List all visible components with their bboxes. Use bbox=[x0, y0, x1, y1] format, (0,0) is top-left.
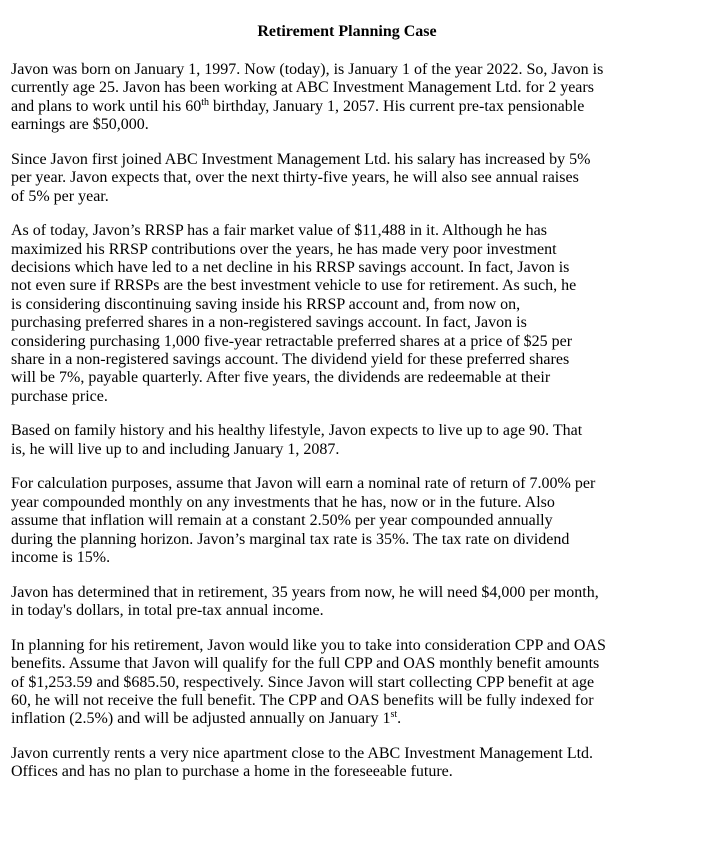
paragraph-line bbox=[11, 745, 683, 763]
line-text: and plans to work until his 60 bbox=[11, 97, 202, 115]
paragraph-line bbox=[11, 333, 683, 351]
line-text: share in a non-registered savings account. The dividend yield for these preferred shares bbox=[11, 351, 570, 369]
paragraph-line bbox=[11, 98, 683, 116]
line-text: birthday, January 1, 2057. His current pre-tax pensionable bbox=[209, 97, 585, 115]
paragraph-7 bbox=[11, 637, 683, 729]
paragraph-line bbox=[11, 422, 683, 440]
line-text: Javon currently rents a very nice apartment close to the ABC Investment Management Ltd. bbox=[11, 744, 594, 762]
paragraph-line bbox=[11, 710, 683, 728]
line-text: of 5% per year. bbox=[11, 187, 109, 205]
paragraph-line bbox=[11, 259, 683, 277]
line-text: Since Javon first joined ABC Investment Management Ltd. his salary has increased by 5% bbox=[11, 150, 591, 168]
paragraph-line bbox=[11, 512, 683, 530]
paragraph-1 bbox=[11, 61, 683, 135]
paragraph-line bbox=[11, 549, 683, 567]
paragraph-line bbox=[11, 602, 683, 620]
paragraph-line bbox=[11, 655, 683, 673]
paragraph-line bbox=[11, 79, 683, 97]
paragraph-line bbox=[11, 169, 683, 187]
paragraph-line bbox=[11, 296, 683, 314]
line-text: purchasing preferred shares in a non-registered savings account. In fact, Javon is bbox=[11, 314, 527, 332]
paragraph-4 bbox=[11, 422, 683, 459]
line-text: currently age 25. Javon has been working at ABC Investment Management Ltd. for 2 years bbox=[11, 79, 594, 97]
paragraph-line bbox=[11, 188, 683, 206]
paragraph-line bbox=[11, 441, 683, 459]
line-text: per year. Javon expects that, over the next thirty-five years, he will also see annual raises bbox=[11, 169, 579, 187]
paragraph-line bbox=[11, 674, 683, 692]
paragraph-line bbox=[11, 277, 683, 295]
paragraph-line bbox=[11, 222, 683, 240]
line-text: Offices and has no plan to purchase a home in the foreseeable future. bbox=[11, 763, 453, 781]
paragraph-line bbox=[11, 116, 683, 134]
line-text: is considering discontinuing saving inside his RRSP account and, from now on, bbox=[11, 295, 521, 313]
line-text: earnings are $50,000. bbox=[11, 116, 149, 134]
paragraph-line bbox=[11, 637, 683, 655]
superscript-text: th bbox=[201, 96, 209, 108]
line-text: maximized his RRSP contributions over the years, he has made very poor investment bbox=[11, 240, 557, 258]
line-text: As of today, Javon’s RRSP has a fair market value of $11,488 in it. Although he has bbox=[11, 222, 547, 240]
line-text: assume that inflation will remain at a constant 2.50% per year compounded annually bbox=[11, 512, 553, 530]
line-text: will be 7%, payable quarterly. After five years, the dividends are redeemable at their bbox=[11, 369, 551, 387]
line-text: decisions which have led to a net decline in his RRSP savings account. In fact, Javon is bbox=[11, 259, 570, 277]
line-text: during the planning horizon. Javon’s marginal tax rate is 35%. The tax rate on dividend bbox=[11, 530, 570, 548]
paragraph-line bbox=[11, 584, 683, 602]
paragraph-5 bbox=[11, 475, 683, 567]
paragraph-line bbox=[11, 388, 683, 406]
paragraph-line bbox=[11, 351, 683, 369]
line-text: is, he will live up to and including January 1, 2087. bbox=[11, 440, 340, 458]
paragraph-8 bbox=[11, 745, 683, 782]
paragraph-line bbox=[11, 61, 683, 79]
line-text: Based on family history and his healthy lifestyle, Javon expects to live up to age 90. That bbox=[11, 422, 583, 440]
line-text: 60, he will not receive the full benefit. The CPP and OAS benefits will be fully indexed for bbox=[11, 691, 594, 709]
line-text: purchase price. bbox=[11, 387, 108, 405]
paragraph-2 bbox=[11, 151, 683, 206]
line-text: benefits. Assume that Javon will qualify for the full CPP and OAS monthly benefit amounts bbox=[11, 655, 600, 673]
line-text: . bbox=[397, 710, 402, 728]
line-text: of $1,253.59 and $685.50, respectively. Since Javon will start collecting CPP benefit at age bbox=[11, 673, 595, 691]
line-text: inflation (2.5%) and will be adjusted annually on January 1 bbox=[11, 710, 391, 728]
paragraph-6 bbox=[11, 584, 683, 621]
paragraph-line bbox=[11, 494, 683, 512]
line-text: For calculation purposes, assume that Javon will earn a nominal rate of return of 7.00% per bbox=[11, 475, 596, 493]
document-title: Retirement Planning Case bbox=[257, 23, 437, 40]
line-text: income is 15%. bbox=[11, 549, 111, 567]
line-text: considering purchasing 1,000 five-year retractable preferred shares at a price of $25 per bbox=[11, 332, 573, 350]
paragraph-line bbox=[11, 531, 683, 549]
paragraph-line bbox=[11, 241, 683, 259]
document-body bbox=[11, 61, 683, 782]
line-text: not even sure if RRSPs are the best investment vehicle to use for retirement. As such, he bbox=[11, 277, 577, 295]
line-text: Javon has determined that in retirement, 35 years from now, he will need $4,000 per month, bbox=[11, 583, 599, 601]
paragraph-line bbox=[11, 763, 683, 781]
superscript-text: st bbox=[390, 709, 398, 721]
line-text: Javon was born on January 1, 1997. Now (today), is January 1 of the year 2022. So, Javon is bbox=[11, 61, 604, 78]
paragraph-line bbox=[11, 151, 683, 169]
line-text: in today's dollars, in total pre-tax annual income. bbox=[11, 602, 324, 620]
paragraph-line bbox=[11, 314, 683, 332]
line-text: In planning for his retirement, Javon would like you to take into consideration CPP and OAS bbox=[11, 636, 606, 654]
paragraph-line bbox=[11, 475, 683, 493]
paragraph-line bbox=[11, 692, 683, 710]
paragraph-line bbox=[11, 369, 683, 387]
paragraph-3 bbox=[11, 222, 683, 406]
line-text: year compounded monthly on any investments that he has, now or in the future. Also bbox=[11, 493, 555, 511]
